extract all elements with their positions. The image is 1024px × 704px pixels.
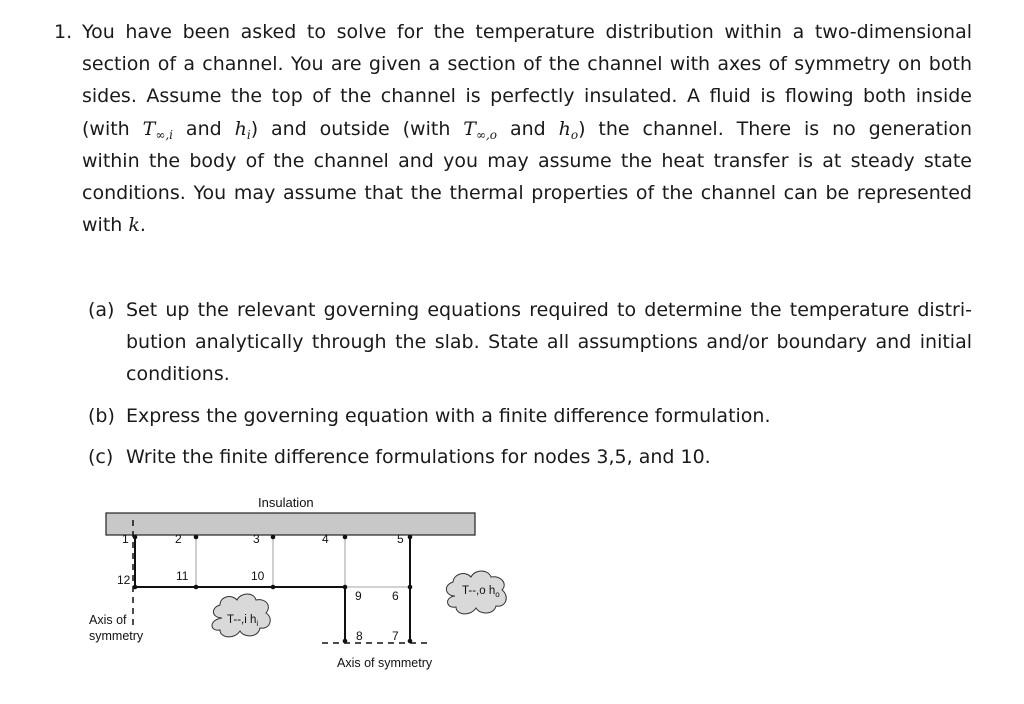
insulation-label: Insulation — [258, 495, 314, 510]
t-inf-outer-symbol: $T_{\infty,o}$ — [463, 117, 498, 142]
node-1: 1 — [122, 532, 129, 546]
problem-line-1: 1. You have been asked to solve for the temperature distribution within a two-dimensional — [54, 16, 972, 48]
t-inf-inner-symbol: $T_{\infty,i}$ — [142, 117, 173, 142]
node-2: 2 — [175, 532, 182, 546]
node-3: 3 — [253, 532, 260, 546]
part-b-label: (b) — [88, 404, 115, 427]
part-b: (b) Express the governing equation with a finite difference formulation. — [88, 400, 972, 432]
h-outer-symbol: $h_o$ — [558, 117, 579, 142]
part-c-label: (c) — [88, 445, 114, 468]
node-8: 8 — [356, 629, 363, 643]
part-c: (c) Write the finite difference formulations for nodes 3,5, and 10. — [88, 441, 972, 473]
part-a-label: (a) — [88, 299, 115, 321]
node-6: 6 — [392, 589, 399, 603]
bottom-axis-label: Axis of symmetry — [337, 656, 433, 670]
inner-fluid-cloud — [212, 594, 270, 637]
node-10: 10 — [251, 569, 265, 583]
h-inner-symbol: $h_i$ — [234, 117, 251, 142]
node-4: 4 — [322, 532, 329, 546]
k-symbol: k — [128, 214, 140, 237]
node-11: 11 — [176, 569, 189, 583]
grid-lines — [196, 535, 410, 587]
part-a: (a) Set up the relevant governing equations required to determine the temperature distri- bution analytically through the slab. State all assumptions and/or boundary and initial conditions. — [88, 294, 972, 391]
problem-line-2: section of a channel. You are given a section of the channel with axes of symmetry on both — [82, 53, 972, 76]
node-7: 7 — [392, 629, 399, 643]
outer-fluid-cloud — [446, 571, 506, 614]
node-dots — [133, 535, 413, 644]
left-axis-label-2: symmetry — [89, 629, 144, 643]
problem-line-3: sides. Assume the top of the channel is perfectly insulated. A fluid is flowing both inside — [82, 85, 972, 108]
problem-line-4: (with $T_{\infty,i}$ and $h_i$) and outside (with $T_{\infty,o}$ and $h_o$) the channel. There is no generation — [82, 117, 972, 142]
node-5: 5 — [397, 532, 404, 546]
inner-fluid-label: T--,i $h_i$ — [227, 614, 259, 628]
problem-line-6: conditions. You may assume that the thermal properties of the channel can be represented — [82, 182, 972, 205]
left-axis-label-1: Axis of — [89, 613, 127, 627]
problem-number: 1. — [54, 21, 73, 43]
problem-line-7: with k. — [82, 214, 146, 237]
insulation-bar — [106, 513, 475, 535]
outer-fluid-label: T--,o $h_o$ — [462, 585, 500, 599]
problem-line-5: within the body of the channel and you may assume the heat transfer is at steady state — [82, 149, 972, 172]
node-9: 9 — [355, 589, 362, 603]
node-12: 12 — [117, 573, 131, 587]
